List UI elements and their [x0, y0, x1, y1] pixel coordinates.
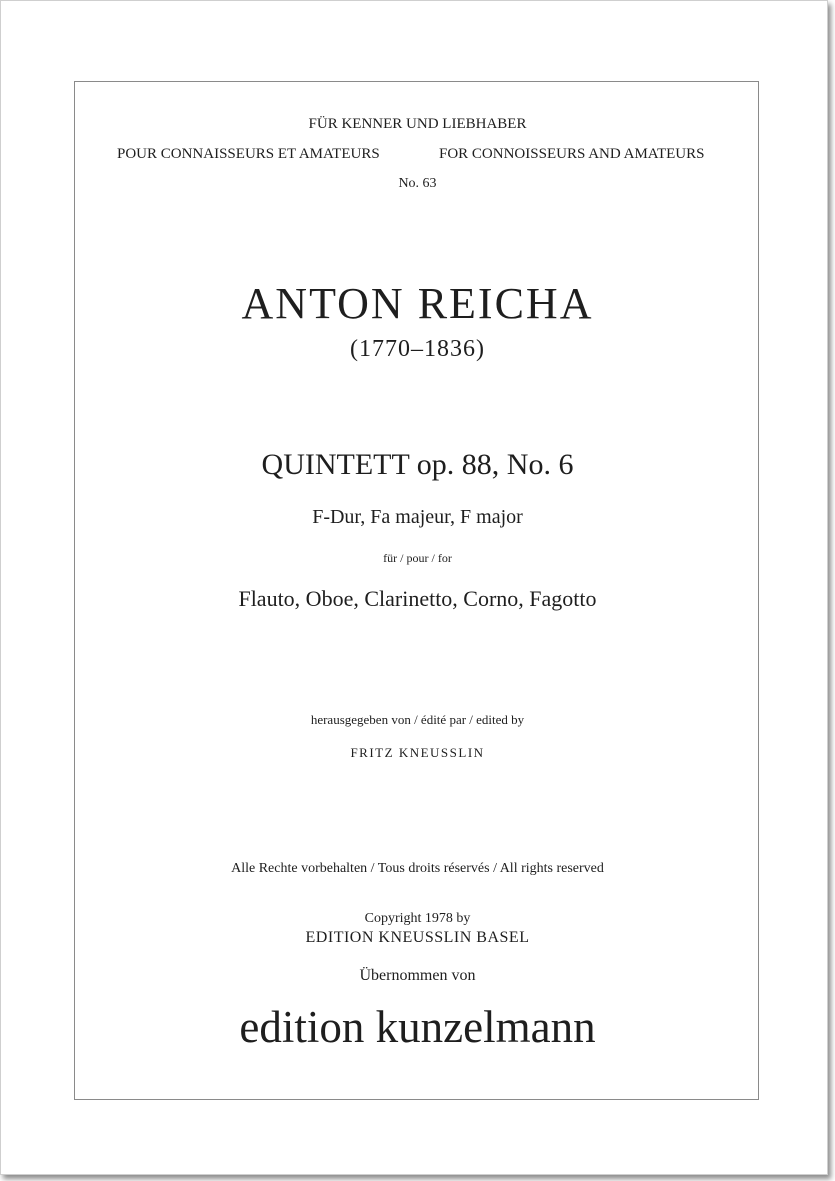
series-title-german: FÜR KENNER UND LIEBHABER: [308, 116, 527, 132]
publisher-logo: edition kunzelmann: [239, 1002, 596, 1052]
composer-dates: (1770–1836): [350, 336, 485, 362]
copyright-line: Copyright 1978 by: [364, 911, 471, 926]
instrumentation: Flauto, Oboe, Clarinetto, Corno, Fagotto: [238, 586, 597, 611]
original-publisher: EDITION KNEUSSLIN BASEL: [305, 929, 530, 946]
work-key: F-Dur, Fa majeur, F major: [312, 506, 523, 528]
work-title: QUINTETT op. 88, No. 6: [261, 448, 574, 481]
editor-name: FRITZ KNEUSSLIN: [350, 745, 485, 760]
edited-by-label: herausgegeben von / édité par / edited by: [310, 712, 525, 727]
rights-notice: Alle Rechte vorbehalten / Tous droits réservés / All rights reserved: [231, 861, 604, 876]
composer-name: ANTON REICHA: [241, 279, 594, 328]
taken-over-label: Übernommen von: [359, 967, 476, 984]
for-label: für / pour / for: [383, 551, 452, 565]
series-title-english: FOR CONNOISSEURS AND AMATEURS: [439, 146, 705, 162]
series-title-french: POUR CONNAISSEURS ET AMATEURS: [117, 146, 380, 162]
series-number: No. 63: [398, 176, 437, 191]
